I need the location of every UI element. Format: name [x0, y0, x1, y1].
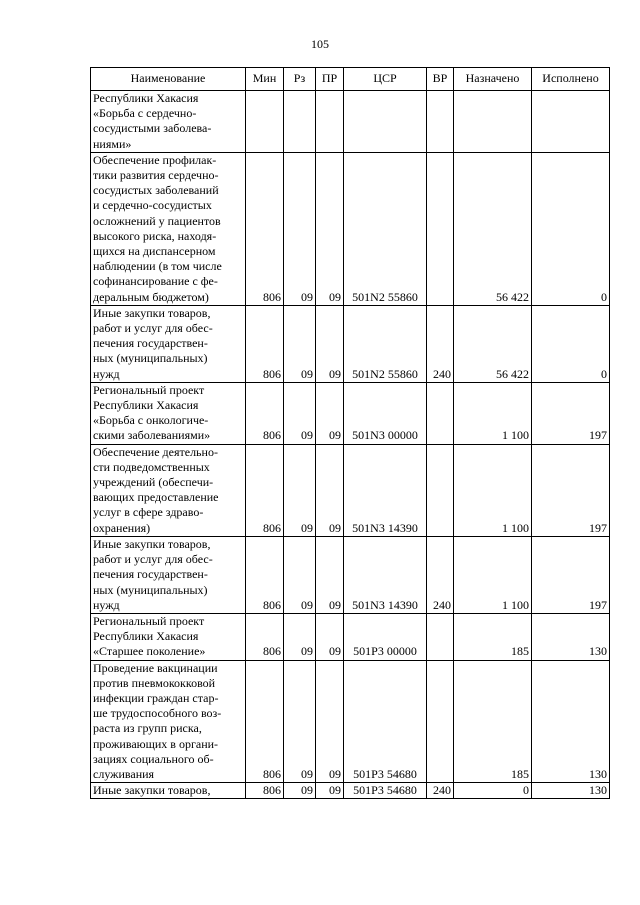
- cell-min: 806: [246, 536, 284, 613]
- header-name: Наименование: [91, 68, 246, 91]
- cell-rz: 09: [284, 152, 316, 305]
- cell-pr: [316, 91, 344, 153]
- cell-min: 806: [246, 783, 284, 799]
- cell-pr: 09: [316, 536, 344, 613]
- cell-name: Региональный проект Республики Хакасия «Старшее поколение»: [91, 613, 246, 660]
- cell-executed: 0: [532, 152, 610, 305]
- cell-name: Иные закупки товаров, работ и услуг для обес- печения государствен- ных (муниципальных) нужд: [91, 305, 246, 382]
- header-rz: Рз: [284, 68, 316, 91]
- cell-rz: 09: [284, 660, 316, 783]
- table-row: [91, 152, 610, 305]
- cell-pr: 09: [316, 444, 344, 536]
- cell-min: 806: [246, 382, 284, 444]
- cell-executed: 130: [532, 660, 610, 783]
- cell-min: 806: [246, 444, 284, 536]
- cell-min: 806: [246, 613, 284, 660]
- table-row: [91, 536, 610, 613]
- cell-rz: 09: [284, 783, 316, 799]
- table-body: [91, 91, 610, 799]
- cell-assigned: 185: [454, 660, 532, 783]
- header-executed: Исполнено: [532, 68, 610, 91]
- cell-executed: 0: [532, 305, 610, 382]
- cell-assigned: 1 100: [454, 382, 532, 444]
- cell-name: Республики Хакасия «Борьба с сердечно- сосудистыми заболева- ниями»: [91, 91, 246, 153]
- cell-pr: 09: [316, 305, 344, 382]
- table-row: [91, 783, 610, 799]
- cell-csr: 501N2 55860: [344, 152, 427, 305]
- cell-vr: [427, 444, 454, 536]
- cell-csr: 501N3 14390: [344, 536, 427, 613]
- cell-vr: [427, 613, 454, 660]
- cell-name: Иные закупки товаров,: [91, 783, 246, 799]
- cell-assigned: 56 422: [454, 305, 532, 382]
- cell-pr: 09: [316, 660, 344, 783]
- cell-executed: 197: [532, 444, 610, 536]
- cell-executed: [532, 91, 610, 153]
- cell-rz: 09: [284, 536, 316, 613]
- table-row: [91, 444, 610, 536]
- table-row: [91, 305, 610, 382]
- header-csr: ЦСР: [344, 68, 427, 91]
- cell-rz: 09: [284, 613, 316, 660]
- cell-rz: [284, 91, 316, 153]
- header-vr: ВР: [427, 68, 454, 91]
- cell-vr: 240: [427, 305, 454, 382]
- cell-executed: 197: [532, 382, 610, 444]
- table-row: [91, 613, 610, 660]
- cell-min: [246, 91, 284, 153]
- cell-assigned: 1 100: [454, 444, 532, 536]
- cell-name: Обеспечение профилак- тики развития сердечно- сосудистых заболеваний и сердечно-сосудистых осложнений у пациентов высокого риска, находя- щихся на диспансерном наблюдении (в том числе софинансирование с фе- деральным бюджетом): [91, 152, 246, 305]
- cell-name: Региональный проект Республики Хакасия «Борьба с онкологиче- скими заболеваниями»: [91, 382, 246, 444]
- cell-csr: 501P3 54680: [344, 660, 427, 783]
- table-row: [91, 382, 610, 444]
- cell-assigned: 185: [454, 613, 532, 660]
- header-assigned: Назначено: [454, 68, 532, 91]
- cell-vr: [427, 91, 454, 153]
- cell-csr: 501P3 00000: [344, 613, 427, 660]
- cell-min: 806: [246, 660, 284, 783]
- cell-vr: [427, 660, 454, 783]
- cell-name: Иные закупки товаров, работ и услуг для обес- печения государствен- ных (муниципальных) нужд: [91, 536, 246, 613]
- cell-name: Проведение вакцинации против пневмококковой инфекции граждан стар- ше трудоспособного воз- раста из групп риска, проживающих в органи- зациях социального об- служивания: [91, 660, 246, 783]
- cell-name: Обеспечение деятельно- сти подведомственных учреждений (обеспечи- вающих предоставление услуг в сфере здраво- охранения): [91, 444, 246, 536]
- cell-min: 806: [246, 305, 284, 382]
- budget-table: [90, 67, 610, 799]
- table-row: [91, 660, 610, 783]
- cell-pr: 09: [316, 152, 344, 305]
- header-min: Мин: [246, 68, 284, 91]
- cell-vr: [427, 152, 454, 305]
- cell-rz: 09: [284, 444, 316, 536]
- cell-vr: [427, 382, 454, 444]
- cell-rz: 09: [284, 305, 316, 382]
- cell-assigned: [454, 91, 532, 153]
- page-number: 105: [311, 37, 329, 51]
- cell-executed: 197: [532, 536, 610, 613]
- cell-pr: 09: [316, 783, 344, 799]
- cell-csr: 501P3 54680: [344, 783, 427, 799]
- cell-csr: 501N2 55860: [344, 305, 427, 382]
- cell-assigned: 1 100: [454, 536, 532, 613]
- cell-csr: [344, 91, 427, 153]
- cell-assigned: 56 422: [454, 152, 532, 305]
- cell-min: 806: [246, 152, 284, 305]
- cell-executed: 130: [532, 783, 610, 799]
- cell-assigned: 0: [454, 783, 532, 799]
- cell-pr: 09: [316, 613, 344, 660]
- cell-rz: 09: [284, 382, 316, 444]
- header-pr: ПР: [316, 68, 344, 91]
- cell-csr: 501N3 14390: [344, 444, 427, 536]
- header-row: [91, 68, 610, 91]
- cell-vr: 240: [427, 536, 454, 613]
- table-row: [91, 91, 610, 153]
- cell-executed: 130: [532, 613, 610, 660]
- cell-vr: 240: [427, 783, 454, 799]
- cell-csr: 501N3 00000: [344, 382, 427, 444]
- cell-pr: 09: [316, 382, 344, 444]
